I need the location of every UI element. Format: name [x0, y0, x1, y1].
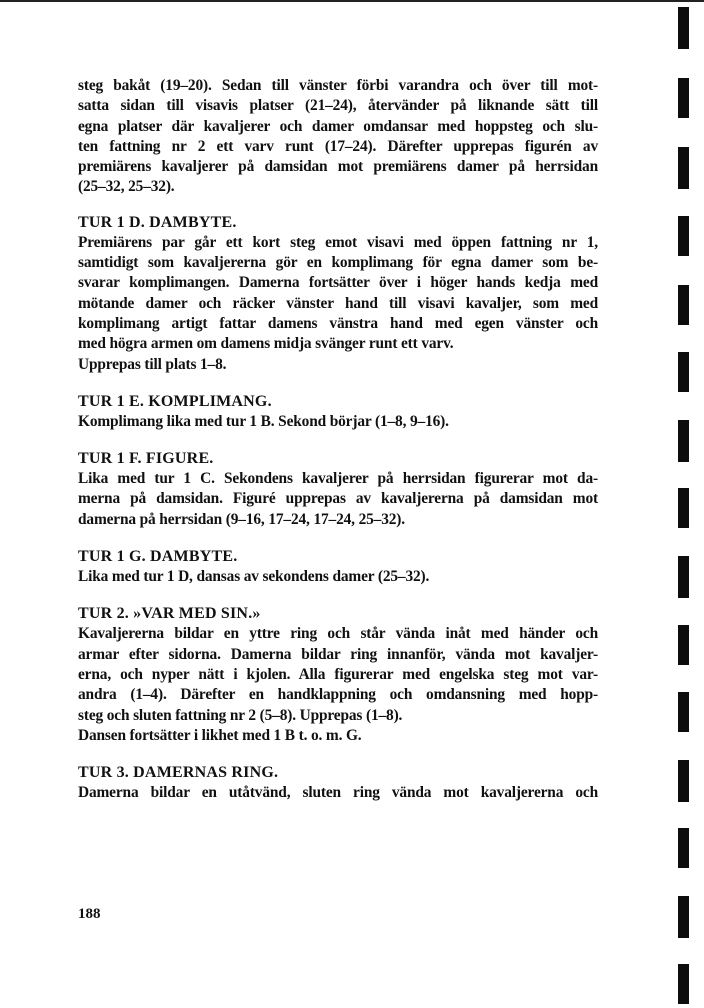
section-paragraph [78, 783, 598, 803]
text-line: Lika med tur 1 D, dansas av sekondens damer (25–32). [78, 568, 430, 586]
text-line: premiärens kavaljerer på damsidan mot premiärens damer på herrsidan [78, 158, 598, 176]
section-tur-1d [78, 213, 598, 375]
scan-edge-mark [678, 78, 689, 118]
text-line: steg bakåt (19–20). Sedan till vänster förbi varandra och över till mot- [78, 77, 598, 94]
text-line: damerna på herrsidan (9–16, 17–24, 17–24, 25–32). [78, 510, 405, 528]
text-line: steg och sluten fattning nr 2 (5–8). Upprepas (1–8). [78, 706, 403, 724]
scan-edge-mark [678, 7, 689, 49]
text-line: Kavaljererna bildar en yttre ring och står vända inåt med händer och [78, 625, 598, 643]
section-heading: TUR 2. »VAR MED SIN.» [78, 605, 261, 623]
text-line: merna på damsidan. Figuré upprepas av kavaljererna på damsidan mot [78, 490, 598, 508]
text-line: med högra armen om damens midja svänger runt ett varv. [78, 335, 454, 353]
text-line: armar efter sidorna. Damerna bildar ring innanför, vända mot kavaljer- [78, 645, 598, 663]
text-line: komplimang artigt fattar damens vänstra hand med egen vänster och [78, 314, 598, 332]
text-line: Upprepas till plats 1–8. [78, 355, 227, 373]
scan-edge-mark [678, 760, 689, 802]
text-line: Lika med tur 1 C. Sekondens kavaljerer på herrsidan figurerar mot da- [78, 470, 598, 488]
text-line: erna, och nyper nätt i kjolen. Alla figurerar med engelska steg mot var- [78, 665, 598, 683]
section-heading: TUR 1 F. FIGURE. [78, 450, 214, 468]
scan-edge-mark [678, 216, 689, 256]
text-line: Dansen fortsätter i likhet med 1 B t. o. m. G. [78, 726, 362, 744]
scan-edge-mark [678, 420, 689, 462]
section-tur-3 [78, 763, 598, 803]
section-tur-1f [78, 449, 598, 530]
scan-edge-mark [678, 285, 689, 325]
section-tur-1e [78, 392, 598, 432]
scan-edge-mark [678, 625, 689, 665]
intro-paragraph [78, 76, 598, 198]
section-heading: TUR 1 G. DAMBYTE. [78, 548, 238, 566]
section-heading: TUR 1 E. KOMPLIMANG. [78, 392, 272, 410]
text-line: Premiärens par går ett kort steg emot visavi med öppen fattning nr 1, [78, 233, 598, 251]
scan-edge-mark [678, 964, 689, 1004]
scan-edge-mark [678, 896, 689, 938]
scan-edge-mark [678, 556, 689, 598]
top-edge-rule [0, 0, 704, 2]
text-line: satta sidan till visavis platser (21–24), återvänder på liknande sätt till [78, 97, 598, 115]
text-line: egna platser där kavaljerer och damer omdansar med hoppsteg och slu- [78, 117, 598, 135]
page-body [78, 76, 598, 803]
scan-edge-mark [678, 352, 689, 392]
text-line: svarar komplimangen. Damerna fortsätter över i höger hands kedja med [78, 274, 598, 292]
text-line: samtidigt som kavaljererna gör en komplimang för egna damer som be- [78, 254, 598, 272]
section-paragraph [78, 412, 598, 432]
section-heading: TUR 1 D. DAMBYTE. [78, 213, 237, 231]
text-line: Komplimang lika med tur 1 B. Sekond börjar (1–8, 9–16). [78, 412, 449, 430]
text-line: mötande damer och räcker vänster hand till visavi kavaljer, som med [78, 294, 598, 312]
scan-edge-mark [678, 488, 689, 528]
text-line: andra (1–4). Därefter en handklappning och omdansning med hopp- [78, 686, 598, 704]
text-line: (25–32, 25–32). [78, 178, 175, 196]
text-line: ten fattning nr 2 ett varv runt (17–24). Därefter upprepas figurén av [78, 137, 598, 155]
section-tur-1g [78, 547, 598, 587]
section-paragraph [78, 567, 598, 587]
section-paragraph [78, 469, 598, 530]
section-tur-2 [78, 604, 598, 746]
page-number: 188 [78, 906, 101, 922]
scan-edge-mark [678, 147, 689, 189]
scan-edge-mark [678, 828, 689, 868]
section-paragraph [78, 624, 598, 746]
section-paragraph [78, 233, 598, 375]
section-heading: TUR 3. DAMERNAS RING. [78, 764, 279, 782]
scan-edge-mark [678, 692, 689, 732]
text-line: Damerna bildar en utåtvänd, sluten ring vända mot kavaljererna och [78, 784, 598, 802]
